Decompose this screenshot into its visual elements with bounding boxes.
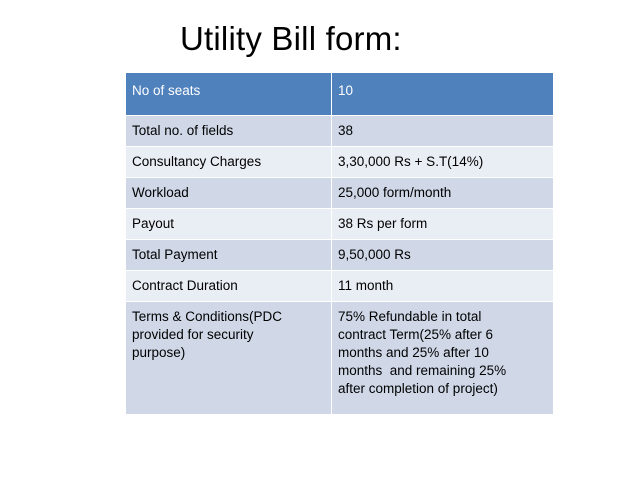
row-value-cell: 9,50,000 Rs [332, 240, 554, 271]
table-row [126, 240, 554, 271]
row-label-cell: Contract Duration [126, 271, 332, 302]
terms-value-line: months and remaining 25% [338, 363, 507, 378]
header-value-cell: 10 [332, 73, 554, 116]
row-label-cell: Total no. of fields [126, 116, 332, 147]
row-label-cell: Total Payment [126, 240, 332, 271]
row-label-cell: Consultancy Charges [126, 147, 332, 178]
terms-value-cell [332, 302, 554, 415]
row-label-cell: Payout [126, 209, 332, 240]
row-value-cell: 3,30,000 Rs + S.T(14%) [332, 147, 554, 178]
table-row [126, 147, 554, 178]
page-title: Utility Bill form: [180, 20, 402, 57]
terms-label-line: provided for security [132, 327, 254, 342]
row-value-cell: 38 Rs per form [332, 209, 554, 240]
table-header-row [126, 73, 554, 116]
terms-value-line: months and 25% after 10 [338, 345, 489, 360]
terms-label-line: Terms & Conditions(PDC [132, 309, 283, 324]
terms-value-line: contract Term(25% after 6 [338, 327, 494, 342]
table-row [126, 116, 554, 147]
table-row [126, 178, 554, 209]
terms-value-line: after completion of project) [338, 381, 498, 396]
terms-label-cell [126, 302, 332, 415]
table-row [126, 302, 554, 415]
header-label-cell: No of seats [126, 73, 332, 116]
row-label-cell: Workload [126, 178, 332, 209]
table-row [126, 209, 554, 240]
terms-value-line: 75% Refundable in total [338, 309, 482, 324]
utility-bill-table [125, 72, 554, 415]
terms-label-line: purpose) [132, 345, 186, 360]
row-value-cell: 38 [332, 116, 554, 147]
table-row [126, 271, 554, 302]
row-value-cell: 25,000 form/month [332, 178, 554, 209]
row-value-cell: 11 month [332, 271, 554, 302]
